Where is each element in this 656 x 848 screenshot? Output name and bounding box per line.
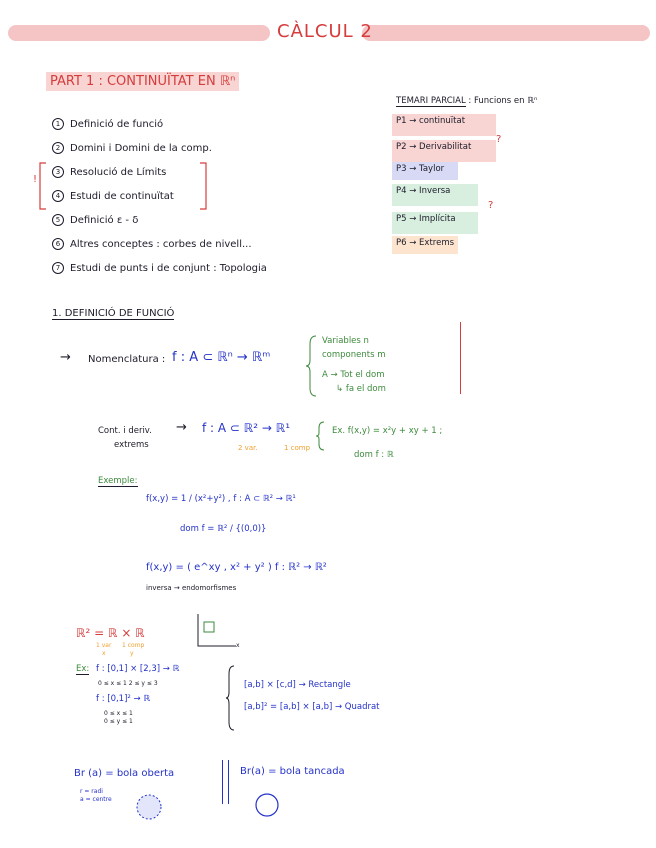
nomenclatura-note-1: Variables n	[322, 336, 369, 346]
ex2-line2: [a,b]² = [a,b] × [a,b] → Quadrat	[244, 702, 380, 712]
outline-text: Resolució de Límits	[70, 167, 167, 178]
cont-var: 2 var.	[238, 444, 258, 452]
ball-open-circle	[134, 792, 164, 822]
ball-open-a: a = centre	[80, 796, 112, 803]
ex2-line1: [a,b] × [c,d] → Rectangle	[244, 680, 351, 690]
ball-open-r: r = radi	[80, 788, 103, 795]
ex2-sub2a: 0 ≤ x ≤ 1	[104, 710, 133, 717]
cont-arrow: →	[176, 420, 187, 435]
cont-sub: extrems	[114, 440, 149, 450]
ball-open-label: Br (a) = bola oberta	[74, 768, 175, 779]
section-title: 1. DEFINICIÓ DE FUNCIÓ	[52, 308, 175, 319]
outline-item	[52, 238, 267, 262]
temari-item-p4: P4 → Inversa	[392, 184, 478, 206]
outline-number: 7	[52, 262, 64, 274]
outline-number: 6	[52, 238, 64, 250]
nomenclatura-brace	[306, 334, 318, 398]
example-f2: f(x,y) = ( e^xy , x² + y² ) f : ℝ² → ℝ²	[146, 562, 327, 573]
outline-text: Definició de funció	[70, 119, 164, 130]
outline-bracket	[30, 160, 220, 212]
example-heading: Exemple:	[98, 476, 138, 486]
r2-sub-1: 1 var	[96, 642, 112, 649]
outline-text: Definició ε - δ	[70, 215, 139, 226]
temari-item-p2: P2 → Derivabilitat	[392, 140, 496, 162]
r2-sub-2: 1 comp	[122, 642, 145, 649]
outline-item	[52, 262, 267, 286]
temari-item-p3: P3 → Taylor	[392, 162, 458, 180]
ex2-label: Ex:	[76, 664, 90, 674]
temari-header	[396, 96, 537, 106]
example-f1: f(x,y) = 1 / (x²+y²) , f : A ⊂ ℝ² → ℝ¹	[146, 494, 296, 504]
ex2-f2: f : [0,1]² → ℝ	[96, 694, 151, 704]
temari-heading: TEMARI PARCIAL	[396, 96, 466, 106]
r2-axes	[192, 612, 242, 652]
outline-mark: !	[33, 174, 38, 185]
r2-sub-3: x	[102, 650, 106, 657]
nomenclatura-arrow: →	[60, 350, 71, 365]
ex2-sub1: 0 ≤ x ≤ 1 2 ≤ y ≤ 3	[98, 680, 158, 687]
temari-item-p1: P1 → continuïtat	[392, 114, 496, 136]
outline-text: Altres conceptes : corbes de nivell...	[70, 239, 252, 250]
ex2-brace	[226, 664, 236, 732]
example-note: inversa → endomorfismes	[146, 584, 237, 592]
nomenclatura-note-2: components m	[322, 350, 386, 360]
example-dom: dom f = ℝ² / {(0,0)}	[180, 524, 267, 534]
margin-line	[460, 322, 461, 394]
outline-number: 5	[52, 214, 64, 226]
outline-number: 2	[52, 142, 64, 154]
outline-item	[52, 118, 267, 142]
r2-axis-x: x	[236, 642, 240, 649]
temari-mark-2: ?	[488, 200, 494, 211]
cont-label: Cont. i deriv.	[98, 426, 152, 436]
ex2-f1: f : [0,1] × [2,3] → ℝ	[96, 664, 180, 674]
header-bar-right	[362, 25, 650, 41]
outline-text: Estudi de punts i de conjunt : Topologia	[70, 263, 267, 274]
outline-number: 4	[52, 190, 64, 202]
temari-suffix: : Funcions en ℝⁿ	[468, 96, 538, 106]
ball-closed-circle	[252, 790, 282, 820]
outline-number: 1	[52, 118, 64, 130]
header-bar-left	[8, 25, 270, 41]
ball-closed-label: Br(a) = bola tancada	[240, 766, 345, 777]
ball-divider	[222, 760, 229, 804]
outline-text: Estudi de continuïtat	[70, 191, 174, 202]
part-title: PART 1 : CONTINUÏTAT EN ℝⁿ	[46, 72, 239, 91]
dom-inline: dom f : ℝ	[354, 450, 394, 460]
outline-item	[52, 214, 267, 238]
temari-item-p6: P6 → Extrems	[392, 236, 458, 254]
temari-mark-1: ?	[496, 134, 502, 145]
nomenclatura-label: Nomenclatura :	[88, 354, 166, 365]
outline-number: 3	[52, 166, 64, 178]
nomenclatura-note-4: ↳ fa el dom	[336, 384, 386, 394]
ex2-sub2b: 0 ≤ y ≤ 1	[104, 718, 133, 725]
temari-item-p5: P5 → Implícita	[392, 212, 478, 234]
cont-formula: f : A ⊂ ℝ² → ℝ¹	[202, 421, 291, 435]
cont-brace	[316, 420, 326, 452]
page-title: CÀLCUL 2	[277, 21, 373, 42]
example-inline: Ex. f(x,y) = x²y + xy + 1 ;	[332, 426, 443, 436]
r2-sub-4: y	[130, 650, 134, 657]
outline-text: Domini i Domini de la comp.	[70, 143, 212, 154]
r2-formula: ℝ² = ℝ × ℝ	[76, 626, 145, 640]
nomenclatura-note-3: A → Tot el dom	[322, 370, 385, 380]
nomenclatura-formula: f : A ⊂ ℝⁿ → ℝᵐ	[172, 350, 271, 365]
cont-comp: 1 comp	[284, 444, 311, 452]
